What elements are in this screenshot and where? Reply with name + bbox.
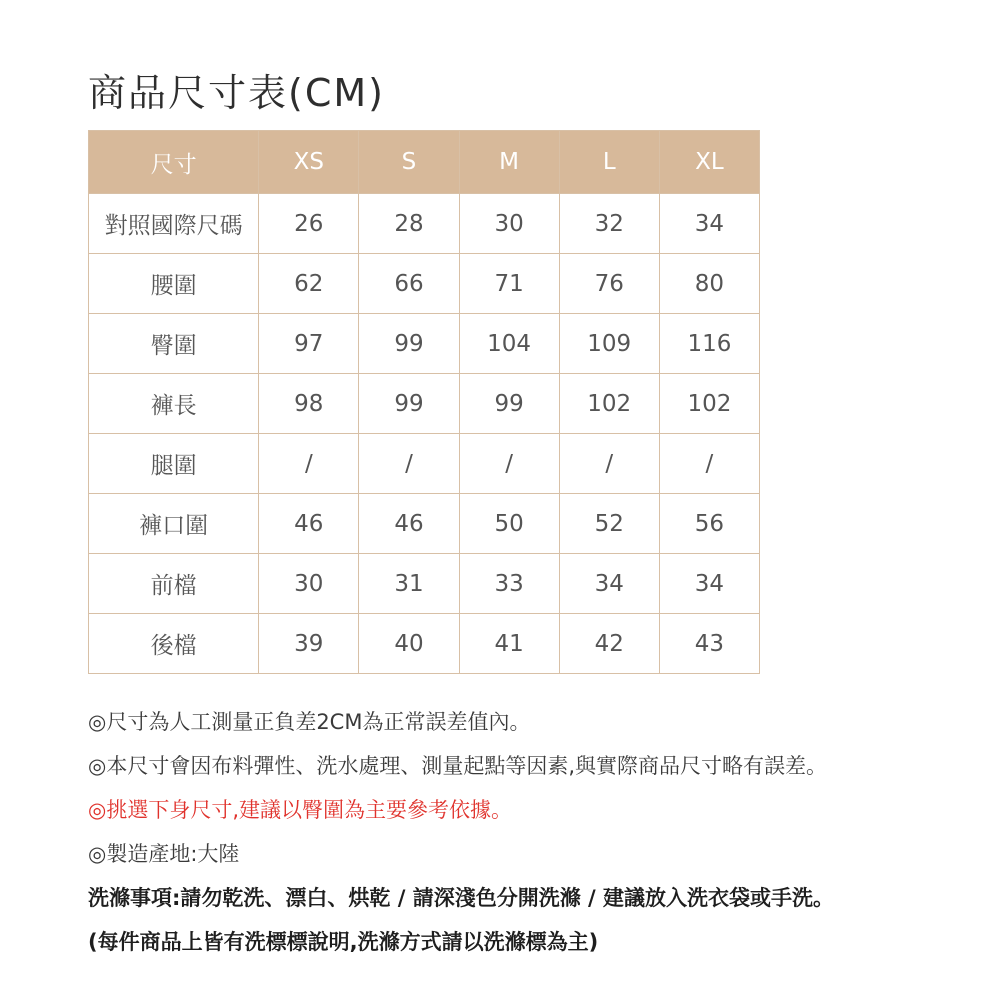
header-size-xl: XL [659, 131, 759, 194]
table-cell: 41 [459, 614, 559, 674]
table-cell: 46 [259, 494, 359, 554]
table-cell: 99 [359, 374, 459, 434]
header-size-l: L [559, 131, 659, 194]
table-row [89, 314, 760, 374]
size-table [88, 130, 760, 674]
table-cell: 98 [259, 374, 359, 434]
notes-section [88, 700, 988, 964]
table-cell: 30 [459, 194, 559, 254]
table-cell: / [559, 434, 659, 494]
note-measurement-tolerance: ◎尺寸為人工測量正負差2CM為正常誤差值內。 [88, 710, 531, 734]
note-fabric-variance: ◎本尺寸會因布料彈性、洗水處理、測量起點等因素,與實際商品尺寸略有誤差。 [88, 754, 827, 778]
table-cell: / [459, 434, 559, 494]
table-cell: 104 [459, 314, 559, 374]
table-cell: 62 [259, 254, 359, 314]
table-cell: 39 [259, 614, 359, 674]
table-cell: 80 [659, 254, 759, 314]
table-row [89, 434, 760, 494]
table-row [89, 374, 760, 434]
table-cell: 66 [359, 254, 459, 314]
note-origin: ◎製造產地:大陸 [88, 842, 240, 866]
note-washing-label: (每件商品上皆有洗標標說明,洗滌方式請以洗滌標為主) [88, 930, 599, 954]
table-cell: / [359, 434, 459, 494]
row-label: 臀圍 [89, 314, 259, 374]
table-cell: 76 [559, 254, 659, 314]
table-cell: 99 [459, 374, 559, 434]
table-cell: 33 [459, 554, 559, 614]
table-cell: 99 [359, 314, 459, 374]
table-cell: / [259, 434, 359, 494]
table-row [89, 614, 760, 674]
table-cell: 52 [559, 494, 659, 554]
table-cell: 42 [559, 614, 659, 674]
table-cell: 109 [559, 314, 659, 374]
table-cell: 40 [359, 614, 459, 674]
table-header-row [89, 131, 760, 194]
page-title: 商品尺寸表(CM) [88, 71, 385, 115]
header-size-xs: XS [259, 131, 359, 194]
table-row [89, 494, 760, 554]
table-cell: 116 [659, 314, 759, 374]
header-size-m: M [459, 131, 559, 194]
table-cell: 34 [659, 194, 759, 254]
table-row [89, 194, 760, 254]
row-label: 腿圍 [89, 434, 259, 494]
row-label: 前檔 [89, 554, 259, 614]
table-cell: 56 [659, 494, 759, 554]
row-label: 對照國際尺碼 [89, 194, 259, 254]
row-label: 後檔 [89, 614, 259, 674]
table-cell: 43 [659, 614, 759, 674]
table-row [89, 554, 760, 614]
note-washing-instructions: 洗滌事項:請勿乾洗、漂白、烘乾 / 請深淺色分開洗滌 / 建議放入洗衣袋或手洗。 [88, 886, 834, 910]
table-cell: 32 [559, 194, 659, 254]
header-size-s: S [359, 131, 459, 194]
table-cell: 97 [259, 314, 359, 374]
table-cell: 102 [659, 374, 759, 434]
table-cell: 34 [659, 554, 759, 614]
row-label: 褲長 [89, 374, 259, 434]
table-row [89, 254, 760, 314]
row-label: 腰圍 [89, 254, 259, 314]
table-cell: 102 [559, 374, 659, 434]
row-label: 褲口圍 [89, 494, 259, 554]
table-cell: 46 [359, 494, 459, 554]
table-cell: 28 [359, 194, 459, 254]
note-size-selection-tip: ◎挑選下身尺寸,建議以臀圍為主要參考依據。 [88, 798, 512, 822]
header-label: 尺寸 [89, 131, 259, 194]
table-cell: 31 [359, 554, 459, 614]
table-cell: 30 [259, 554, 359, 614]
table-cell: 50 [459, 494, 559, 554]
table-cell: 26 [259, 194, 359, 254]
table-cell: / [659, 434, 759, 494]
table-cell: 34 [559, 554, 659, 614]
table-cell: 71 [459, 254, 559, 314]
